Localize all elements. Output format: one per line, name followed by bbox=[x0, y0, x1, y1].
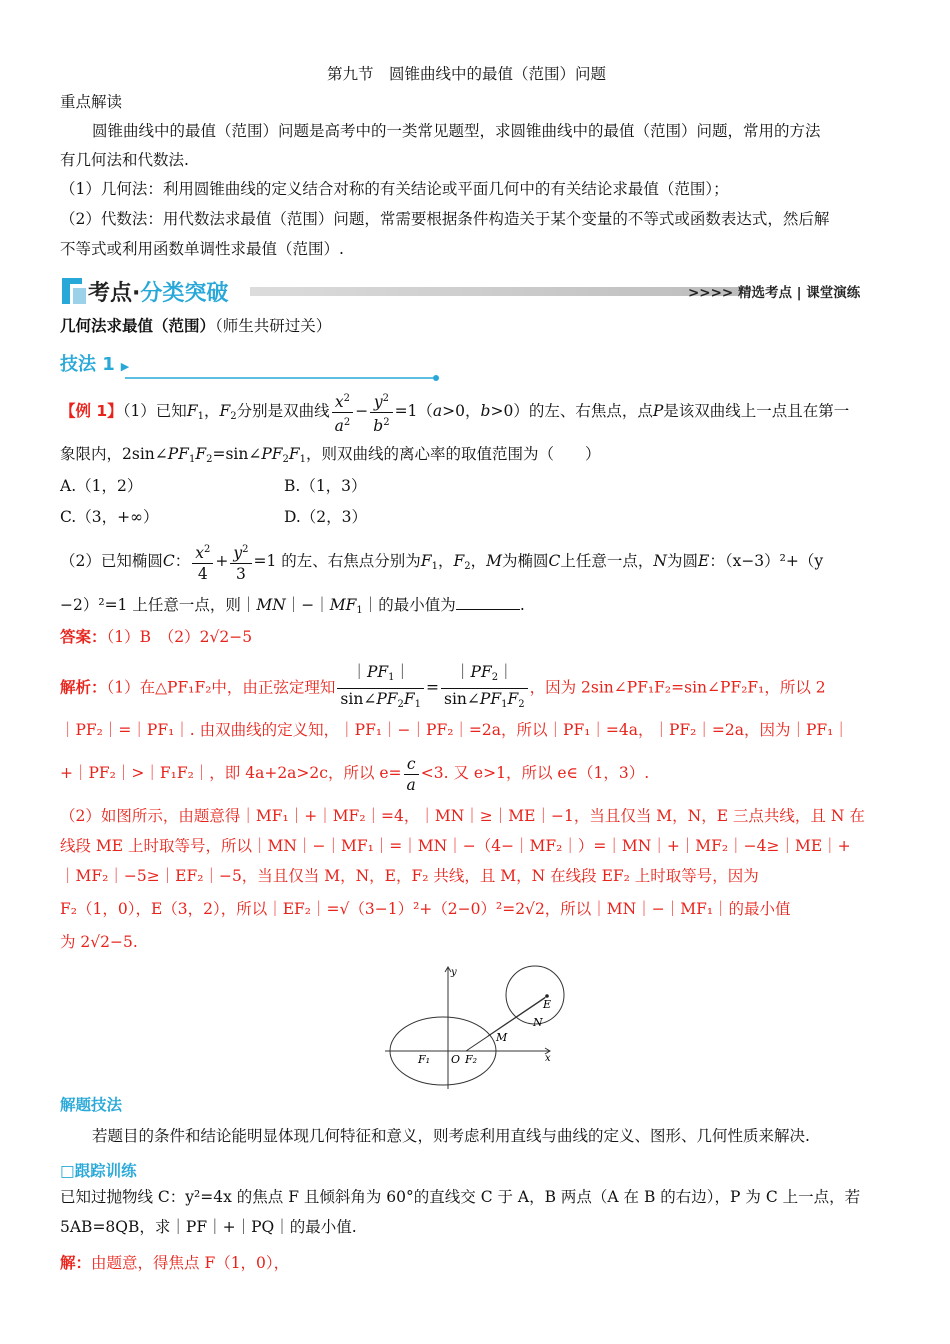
banner-title bbox=[88, 276, 228, 307]
q2-line2-c: ｜的最小值为 bbox=[362, 596, 456, 614]
fraction-sine-2: $\frac{|PF_2|}{\sin\angle PF_1F_2}$ bbox=[441, 662, 528, 715]
solution-text: 由题意，得焦点 F（1，0）， bbox=[91, 1254, 290, 1272]
technique-text: 若题目的条件和结论能明显体现几何特征和意义，则考虑利用直线与曲线的定义、图形、几何性质来解决. bbox=[92, 1127, 810, 1145]
option-d[interactable]: D.（2，3） bbox=[284, 508, 368, 526]
label-n: N bbox=[533, 1016, 543, 1029]
banner-fenlei: 分类突破 bbox=[140, 281, 229, 306]
ellipse-circle-figure bbox=[385, 963, 570, 1091]
intro-paragraph-1-line-2: 有几何法和代数法. bbox=[60, 151, 189, 169]
section-title bbox=[60, 315, 331, 337]
label-f2: F₂ bbox=[465, 1053, 478, 1066]
analysis-line-2: ｜PF₂｜=｜PF₁｜. 由双曲线的定义知，｜PF₁｜−｜PF₂｜=2a，所以｜PF₁｜=4a，｜PF₂｜=2a，因为｜PF₁｜ bbox=[60, 721, 849, 739]
q1-line2-b: =sin∠ bbox=[212, 445, 262, 463]
q1-text-a: （1）已知 bbox=[122, 402, 187, 420]
analysis-line-8: 为 2√2−5. bbox=[60, 933, 138, 951]
label-x: x bbox=[545, 1053, 551, 1064]
example-label: 【例 1】 bbox=[60, 402, 123, 420]
analysis-line-5: 线段 ME 上时取等号，所以｜MN｜−｜MF₁｜=｜MN｜−（4−｜MF₂｜）=｜MN｜+｜MF₂｜−4≥｜ME｜+ bbox=[60, 837, 851, 855]
analysis-line-6: ｜MF₂｜−5≥｜EF₂｜−5，当且仅当 M，N，E，F₂ 共线，且 M，N 在线段 EF₂ 上时取等号，因为 bbox=[60, 867, 759, 885]
q1-text-d: ）的左、右焦点，点 bbox=[513, 402, 653, 420]
fraction-x2-4: $\frac{x^2}{4}$ bbox=[192, 540, 213, 584]
technique-1-underline bbox=[125, 372, 445, 384]
intro-paragraph-3-line-2: 不等式或利用函数单调性求最值（范围）. bbox=[60, 240, 344, 258]
banner-dot: · bbox=[132, 281, 141, 306]
analysis-line-3 bbox=[60, 750, 649, 796]
intro-paragraph-1-line-1: 圆锥曲线中的最值（范围）问题是高考中的一类常见题型，求圆锥曲线中的最值（范围）问题，常用的方法 bbox=[92, 122, 821, 140]
technique-1-tag bbox=[60, 354, 129, 378]
q2-text-f: （x−3）²+（y bbox=[724, 552, 824, 570]
label-e: E bbox=[543, 998, 552, 1011]
q2-line2-b: ｜−｜ bbox=[285, 596, 330, 614]
q2-line2-a: −2）²=1 上任意一点，则｜ bbox=[60, 596, 257, 614]
analysis-l3-b: <3. 又 e>1，所以 e∈（1，3）. bbox=[420, 764, 650, 782]
example-1-q1-line-2: 象限内，$2\sin\angle PF_1F_2=\sin\angle PF_2F_1$，则双曲线的离心率的取值范围为（ ） bbox=[60, 445, 601, 465]
q2-text-a: （2）已知椭圆 bbox=[60, 552, 163, 570]
fraction-y2-b2: $\frac{y^2}{b^2}$ bbox=[370, 389, 392, 436]
label-f1: F₁ bbox=[418, 1053, 431, 1066]
analysis-l1-b: ，因为 2sin∠PF₁F₂=sin∠PF₂F₁，所以 2 bbox=[529, 678, 826, 697]
label-y: y bbox=[451, 967, 457, 978]
q1-text-e: 是该双曲线上一点且在第一 bbox=[663, 402, 850, 420]
q1-line2-a: 象限内，2sin∠ bbox=[60, 445, 168, 463]
example-1-q1-line-1: 【例 1】（1）已知$F_1$，$F_2$分别是双曲线 $\frac{x^2}{a^2}$ − $\frac{y^2}{b^2}$ =1（a>0，b>0）的左、右焦点，点P是该双曲线上一点且在第一 bbox=[60, 388, 849, 440]
arrow-right-icon: ▶ bbox=[120, 360, 130, 373]
banner-logo-icon bbox=[60, 274, 90, 308]
banner-kaodian: 考点 bbox=[88, 281, 133, 306]
technique-1-label: 技法 1 bbox=[60, 354, 115, 375]
q1-text-b: 分别是双曲线 bbox=[236, 402, 330, 420]
training-line-2: 5AB=8QB，求｜PF｜+｜PQ｜的最小值. bbox=[60, 1218, 357, 1236]
section-title-main: 几何法求最值（范围） bbox=[60, 317, 216, 335]
answer-blank[interactable] bbox=[456, 594, 520, 610]
training-solution bbox=[60, 1252, 289, 1274]
analysis-l3-a: +｜PF₂｜>｜F₁F₂｜，即 4a+2a>2c，所以 e= bbox=[60, 764, 402, 782]
q1-line2-c: ，则双曲线的离心率的取值范围为（ ） bbox=[306, 445, 601, 463]
technique-heading: 解题技法 bbox=[60, 1096, 123, 1114]
fraction-c-a: $\frac{c}{a}$ bbox=[404, 754, 419, 795]
q2-text-e: 为圆 bbox=[666, 552, 698, 570]
intro-paragraph-2: （1）几何法：利用圆锥曲线的定义结合对称的有关结论或平面几何中的有关结论求最值（范围）； bbox=[60, 180, 729, 198]
example-1-q2-line-1: （2）已知椭圆C： $\frac{x^2}{4}$ + $\frac{y^2}{3}$ =1 的左、右焦点分别为$F_1$，$F_2$，M为椭圆C上任意一点，N为圆E：（x−3）²+（y bbox=[60, 538, 823, 590]
banner-bar bbox=[250, 287, 740, 296]
intro-heading: 重点解读 bbox=[60, 93, 123, 111]
banner-right-label: >>>> 精选考点 | 课堂演练 bbox=[688, 285, 861, 301]
analysis-line-7: F₂（1，0），E（3，2），所以｜EF₂｜=√（3−1）²+（2−0）²=2√2，所以｜MN｜−｜MF₁｜的最小值 bbox=[60, 900, 791, 918]
label-m: M bbox=[496, 1031, 508, 1044]
training-heading: □跟踪训练 bbox=[60, 1162, 137, 1180]
q1-text-c: =1（ bbox=[394, 402, 433, 420]
fraction-y2-3: $\frac{y^2}{3}$ bbox=[230, 540, 251, 584]
option-c[interactable]: C.（3，+∞） bbox=[60, 508, 159, 526]
analysis-line-4: （2）如图所示，由题意得｜MF₁｜+｜MF₂｜=4，｜MN｜≥｜ME｜−1，当且仅当 M，N，E 三点共线，且 N 在 bbox=[60, 807, 865, 825]
intro-paragraph-3-line-1: （2）代数法：用代数法求最值（范围）问题，常需要根据条件构造关于某个变量的不等式或函数表达式，然后解 bbox=[60, 210, 830, 228]
analysis-line-1: 解析：（1）在△PF₁F₂中，由正弦定理知 $\frac{|PF_1|}{\sin\angle PF_2F_1}$ = $\frac{|PF_2|}{\sin\angle PF_1F_2}$ ，因为 2sin∠PF₁F₂=sin∠PF₂F₁，所以 2 bbox=[60, 662, 826, 715]
answer-text: （1）B （2）2√2−5 bbox=[106, 628, 253, 646]
fraction-sine-1: $\frac{|PF_1|}{\sin\angle PF_2F_1}$ bbox=[337, 662, 424, 715]
q2-text-b: =1 的左、右焦点分别为 bbox=[253, 552, 421, 570]
q2-text-d: 上任意一点， bbox=[560, 552, 654, 570]
answer-label: 答案： bbox=[60, 628, 107, 646]
analysis-label: 解析： bbox=[60, 678, 107, 697]
q2-text-c: 为椭圆 bbox=[502, 552, 549, 570]
solution-label: 解： bbox=[60, 1254, 92, 1272]
section-title-note: （师生共研过关） bbox=[215, 317, 332, 335]
section-banner bbox=[60, 274, 890, 308]
training-line-1: 已知过抛物线 C：y²=4x 的焦点 F 且倾斜角为 60°的直线交 C 于 A，B 两点（A 在 B 的右边），P 为 C 上一点，若 bbox=[60, 1188, 861, 1206]
label-o: O bbox=[451, 1053, 461, 1066]
option-b[interactable]: B.（1，3） bbox=[284, 477, 367, 495]
option-a[interactable]: A.（1，2） bbox=[60, 477, 143, 495]
answer-line bbox=[60, 626, 252, 648]
analysis-l1: （1）在△PF₁F₂中，由正弦定理知 bbox=[106, 678, 336, 697]
fraction-x2-a2: $\frac{x^2}{a^2}$ bbox=[332, 389, 354, 436]
example-1-q2-line-2: −2）²=1 上任意一点，则$|MN|-|MF_1|$的最小值为 . bbox=[60, 596, 525, 616]
page-title: 第九节 圆锥曲线中的最值（范围）问题 bbox=[327, 65, 607, 83]
